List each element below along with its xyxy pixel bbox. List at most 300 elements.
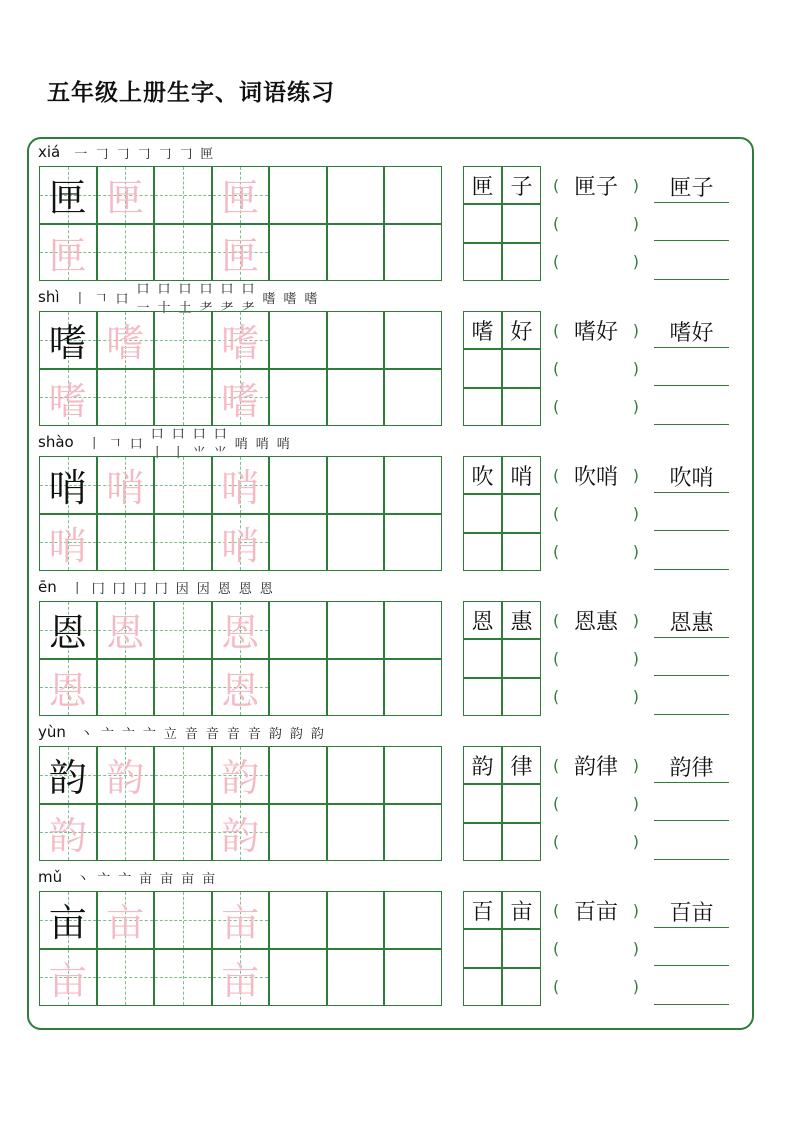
paren-slot[interactable] bbox=[553, 494, 639, 532]
word-grid bbox=[463, 891, 541, 1006]
right-paren: ) bbox=[632, 793, 639, 813]
stroke-step: 口耂 bbox=[199, 282, 213, 316]
writing-cell[interactable] bbox=[97, 224, 155, 282]
writing-cell[interactable] bbox=[269, 949, 327, 1007]
paren-slot[interactable] bbox=[553, 533, 639, 571]
answer-line[interactable] bbox=[654, 782, 729, 783]
pinyin-label: shào bbox=[38, 433, 74, 451]
trace-char: 匣 bbox=[221, 233, 260, 278]
answer-word: 匣子 bbox=[669, 176, 714, 201]
stroke-step: 口十 bbox=[157, 282, 171, 316]
word-cell[interactable]: 亩 bbox=[502, 891, 541, 929]
stroke-step: 口丨 bbox=[171, 427, 185, 461]
stroke-step: 嗜 bbox=[262, 291, 276, 307]
paren-slot[interactable] bbox=[553, 678, 639, 716]
answer-line[interactable] bbox=[654, 927, 729, 928]
word-cell[interactable] bbox=[463, 678, 502, 716]
stroke-step: 𠃍 bbox=[108, 436, 122, 452]
trace-char: 匣 bbox=[48, 233, 87, 278]
trace-char: 嗜 bbox=[221, 321, 260, 366]
word-cell[interactable] bbox=[502, 823, 541, 861]
trace-char: 亩 bbox=[221, 958, 260, 1003]
writing-cell[interactable] bbox=[269, 456, 327, 514]
writing-cell[interactable] bbox=[39, 891, 97, 949]
writing-cell[interactable] bbox=[39, 456, 97, 514]
word-cell[interactable] bbox=[463, 823, 502, 861]
writing-cell[interactable] bbox=[327, 601, 385, 659]
writing-cell[interactable] bbox=[384, 601, 442, 659]
model-char: 哨 bbox=[48, 466, 87, 511]
answer-line[interactable] bbox=[654, 202, 729, 203]
writing-cell[interactable] bbox=[327, 166, 385, 224]
right-paren: ) bbox=[632, 648, 639, 668]
writing-cell[interactable] bbox=[384, 891, 442, 949]
model-char: 嗜 bbox=[48, 321, 87, 366]
word-cell[interactable] bbox=[502, 388, 541, 426]
left-paren: ( bbox=[553, 542, 560, 562]
stroke-step: 口耂 bbox=[241, 282, 255, 316]
word-cell[interactable] bbox=[502, 929, 541, 967]
word-cell[interactable] bbox=[502, 678, 541, 716]
word-cell[interactable] bbox=[463, 968, 502, 1006]
writing-cell[interactable] bbox=[154, 514, 212, 572]
stroke-step: 冂 bbox=[112, 581, 126, 597]
stroke-step: 丶 bbox=[79, 726, 93, 742]
word-grid bbox=[463, 166, 541, 281]
trace-char: 亩 bbox=[221, 901, 260, 946]
left-paren: ( bbox=[553, 648, 560, 668]
writing-cell[interactable] bbox=[212, 369, 270, 427]
left-paren: ( bbox=[553, 938, 560, 958]
paren-slot[interactable] bbox=[553, 784, 639, 822]
paren-slot[interactable] bbox=[553, 166, 639, 204]
stroke-step: 亩 bbox=[181, 871, 195, 887]
answer-word: 韵律 bbox=[669, 756, 714, 781]
writing-cell[interactable] bbox=[154, 746, 212, 804]
writing-cell[interactable] bbox=[97, 601, 155, 659]
page-title: 五年级上册生字、词语练习 bbox=[47, 80, 335, 106]
writing-cell[interactable] bbox=[154, 804, 212, 862]
answer-line[interactable] bbox=[654, 1004, 729, 1005]
right-paren: ) bbox=[632, 900, 639, 920]
paren-slot[interactable] bbox=[553, 929, 639, 967]
stroke-step: 韵 bbox=[310, 726, 324, 742]
answer-line[interactable] bbox=[654, 569, 729, 570]
answer-word: 恩惠 bbox=[669, 611, 714, 636]
answer-line[interactable] bbox=[654, 820, 729, 821]
writing-cell[interactable] bbox=[384, 804, 442, 862]
writing-cell[interactable] bbox=[154, 601, 212, 659]
stroke-step: 口耂 bbox=[220, 282, 234, 316]
right-paren: ) bbox=[632, 938, 639, 958]
writing-cell[interactable] bbox=[269, 166, 327, 224]
writing-cell[interactable] bbox=[384, 311, 442, 369]
paren-column bbox=[553, 601, 639, 716]
writing-cell[interactable] bbox=[39, 369, 97, 427]
trace-char: 韵 bbox=[48, 813, 87, 858]
word-grid bbox=[463, 311, 541, 426]
trace-char: 匣 bbox=[221, 176, 260, 221]
writing-cell[interactable] bbox=[212, 891, 270, 949]
answer-line[interactable] bbox=[654, 347, 729, 348]
writing-grid bbox=[39, 166, 442, 281]
paren-word: 吹哨 bbox=[573, 464, 618, 490]
writing-cell[interactable] bbox=[384, 659, 442, 717]
answer-line[interactable] bbox=[654, 240, 729, 241]
writing-cell[interactable] bbox=[212, 949, 270, 1007]
stroke-step: 冂 bbox=[91, 581, 105, 597]
stroke-step: 𠃌 bbox=[116, 146, 130, 162]
stroke-step: 冂 bbox=[133, 581, 147, 597]
writing-cell[interactable] bbox=[327, 891, 385, 949]
writing-cell[interactable] bbox=[39, 514, 97, 572]
paren-slot[interactable] bbox=[553, 746, 639, 784]
trace-char: 嗜 bbox=[221, 378, 260, 423]
word-grid bbox=[463, 601, 541, 716]
word-cell[interactable]: 嗜 bbox=[463, 311, 502, 349]
paren-word: 匣子 bbox=[573, 174, 618, 200]
stroke-step: 恩 bbox=[217, 581, 231, 597]
writing-cell[interactable] bbox=[212, 746, 270, 804]
stroke-step: 因 bbox=[196, 581, 210, 597]
right-paren: ) bbox=[632, 503, 639, 523]
word-cell[interactable] bbox=[502, 204, 541, 242]
writing-cell[interactable] bbox=[39, 659, 97, 717]
stroke-step: 哨 bbox=[255, 436, 269, 452]
word-cell[interactable] bbox=[502, 349, 541, 387]
trace-char: 哨 bbox=[221, 466, 260, 511]
writing-cell[interactable] bbox=[384, 456, 442, 514]
stroke-step: 口土 bbox=[178, 282, 192, 316]
writing-cell[interactable] bbox=[154, 166, 212, 224]
answer-line[interactable] bbox=[654, 530, 729, 531]
stroke-step: 亩 bbox=[160, 871, 174, 887]
paren-word: 恩惠 bbox=[573, 609, 618, 635]
writing-cell[interactable] bbox=[154, 369, 212, 427]
paren-slot[interactable] bbox=[553, 968, 639, 1006]
word-cell[interactable] bbox=[502, 639, 541, 677]
writing-cell[interactable] bbox=[212, 311, 270, 369]
model-char: 恩 bbox=[48, 611, 87, 656]
writing-cell[interactable] bbox=[39, 224, 97, 282]
paren-word: 百亩 bbox=[573, 899, 618, 925]
trace-char: 嗜 bbox=[48, 378, 87, 423]
right-paren: ) bbox=[632, 213, 639, 233]
word-cell[interactable] bbox=[463, 243, 502, 281]
stroke-step: 口一 bbox=[136, 282, 150, 316]
stroke-order-line bbox=[38, 141, 217, 163]
writing-cell[interactable] bbox=[97, 311, 155, 369]
right-paren: ) bbox=[632, 252, 639, 272]
left-paren: ( bbox=[553, 687, 560, 707]
trace-char: 恩 bbox=[106, 611, 145, 656]
pinyin-label: yùn bbox=[38, 723, 66, 741]
paren-slot[interactable] bbox=[553, 456, 639, 494]
left-paren: ( bbox=[553, 610, 560, 630]
writing-cell[interactable] bbox=[154, 456, 212, 514]
word-cell[interactable] bbox=[463, 204, 502, 242]
answer-column bbox=[654, 601, 729, 716]
char-row bbox=[0, 866, 793, 1011]
word-grid bbox=[463, 456, 541, 571]
word-cell[interactable] bbox=[463, 639, 502, 677]
stroke-order-line bbox=[38, 427, 294, 461]
writing-cell[interactable] bbox=[97, 166, 155, 224]
left-paren: ( bbox=[553, 793, 560, 813]
stroke-step: 恩 bbox=[238, 581, 252, 597]
answer-line[interactable] bbox=[654, 385, 729, 386]
answer-column bbox=[654, 456, 729, 571]
word-cell[interactable]: 匣 bbox=[463, 166, 502, 204]
writing-cell[interactable] bbox=[384, 166, 442, 224]
word-cell[interactable] bbox=[502, 533, 541, 571]
stroke-step: 𠃍 bbox=[94, 291, 108, 307]
word-cell[interactable]: 好 bbox=[502, 311, 541, 349]
writing-cell[interactable] bbox=[97, 514, 155, 572]
left-paren: ( bbox=[553, 320, 560, 340]
answer-line[interactable] bbox=[654, 492, 729, 493]
writing-cell[interactable] bbox=[327, 659, 385, 717]
stroke-step: 韵 bbox=[289, 726, 303, 742]
paren-slot[interactable] bbox=[553, 388, 639, 426]
writing-cell[interactable] bbox=[269, 311, 327, 369]
right-paren: ) bbox=[632, 610, 639, 630]
writing-cell[interactable] bbox=[212, 659, 270, 717]
stroke-step: 嗜 bbox=[283, 291, 297, 307]
stroke-step: 口 bbox=[115, 291, 129, 307]
writing-cell[interactable] bbox=[327, 369, 385, 427]
writing-cell[interactable] bbox=[327, 456, 385, 514]
right-paren: ) bbox=[632, 465, 639, 485]
stroke-step: 丨 bbox=[70, 581, 84, 597]
stroke-step: 音 bbox=[184, 726, 198, 742]
writing-cell[interactable] bbox=[154, 949, 212, 1007]
stroke-step: 亠 bbox=[118, 871, 132, 887]
left-paren: ( bbox=[553, 213, 560, 233]
word-cell[interactable] bbox=[502, 968, 541, 1006]
word-cell[interactable] bbox=[463, 533, 502, 571]
stroke-step: 音 bbox=[247, 726, 261, 742]
paren-word: 韵律 bbox=[573, 754, 618, 780]
stroke-order-line bbox=[38, 866, 219, 888]
paren-column bbox=[553, 456, 639, 571]
answer-line[interactable] bbox=[654, 279, 729, 280]
writing-cell[interactable] bbox=[269, 514, 327, 572]
writing-cell[interactable] bbox=[97, 659, 155, 717]
writing-cell[interactable] bbox=[39, 311, 97, 369]
left-paren: ( bbox=[553, 397, 560, 417]
writing-cell[interactable] bbox=[384, 514, 442, 572]
stroke-step: 丨 bbox=[87, 436, 101, 452]
stroke-step: 亠 bbox=[121, 726, 135, 742]
left-paren: ( bbox=[553, 977, 560, 997]
stroke-step: 音 bbox=[205, 726, 219, 742]
left-paren: ( bbox=[553, 832, 560, 852]
trace-char: 亩 bbox=[106, 901, 145, 946]
paren-slot[interactable] bbox=[553, 639, 639, 677]
writing-cell[interactable] bbox=[97, 456, 155, 514]
writing-cell[interactable] bbox=[154, 224, 212, 282]
stroke-order-line bbox=[38, 721, 328, 743]
word-cell[interactable] bbox=[463, 784, 502, 822]
writing-cell[interactable] bbox=[327, 949, 385, 1007]
trace-char: 恩 bbox=[48, 668, 87, 713]
stroke-step: 冂 bbox=[154, 581, 168, 597]
writing-cell[interactable] bbox=[384, 369, 442, 427]
answer-line[interactable] bbox=[654, 424, 729, 425]
stroke-step: 丨 bbox=[73, 291, 87, 307]
answer-line[interactable] bbox=[654, 714, 729, 715]
word-cell[interactable]: 吹 bbox=[463, 456, 502, 494]
writing-cell[interactable] bbox=[39, 601, 97, 659]
stroke-step: 口丨 bbox=[150, 427, 164, 461]
word-cell[interactable] bbox=[502, 243, 541, 281]
stroke-step: 匣 bbox=[200, 146, 214, 162]
writing-cell[interactable] bbox=[212, 224, 270, 282]
stroke-step: 口 bbox=[129, 436, 143, 452]
writing-cell[interactable] bbox=[384, 224, 442, 282]
trace-char: 恩 bbox=[221, 611, 260, 656]
paren-slot[interactable] bbox=[553, 891, 639, 929]
writing-cell[interactable] bbox=[269, 369, 327, 427]
left-paren: ( bbox=[553, 252, 560, 272]
writing-cell[interactable] bbox=[327, 514, 385, 572]
writing-cell[interactable] bbox=[269, 224, 327, 282]
writing-cell[interactable] bbox=[327, 311, 385, 369]
writing-cell[interactable] bbox=[97, 746, 155, 804]
writing-cell[interactable] bbox=[97, 804, 155, 862]
writing-cell[interactable] bbox=[327, 224, 385, 282]
stroke-step: 一 bbox=[74, 146, 88, 162]
answer-line[interactable] bbox=[654, 965, 729, 966]
paren-column bbox=[553, 166, 639, 281]
writing-cell[interactable] bbox=[327, 746, 385, 804]
stroke-step: 口⺌ bbox=[192, 427, 206, 461]
stroke-order-line bbox=[38, 282, 322, 316]
answer-column bbox=[654, 891, 729, 1006]
paren-slot[interactable] bbox=[553, 204, 639, 242]
left-paren: ( bbox=[553, 755, 560, 775]
word-cell[interactable] bbox=[502, 784, 541, 822]
writing-cell[interactable] bbox=[154, 891, 212, 949]
paren-slot[interactable] bbox=[553, 349, 639, 387]
stroke-step: 立 bbox=[163, 726, 177, 742]
paren-slot[interactable] bbox=[553, 243, 639, 281]
writing-cell[interactable] bbox=[384, 746, 442, 804]
word-cell[interactable]: 韵 bbox=[463, 746, 502, 784]
paren-column bbox=[553, 311, 639, 426]
writing-cell[interactable] bbox=[39, 166, 97, 224]
trace-char: 韵 bbox=[221, 813, 260, 858]
trace-char: 匣 bbox=[106, 176, 145, 221]
answer-line[interactable] bbox=[654, 637, 729, 638]
stroke-step: 𠃌 bbox=[179, 146, 193, 162]
stroke-step: 因 bbox=[175, 581, 189, 597]
answer-line[interactable] bbox=[654, 675, 729, 676]
answer-word: 嗜好 bbox=[669, 321, 714, 346]
left-paren: ( bbox=[553, 900, 560, 920]
writing-cell[interactable] bbox=[212, 804, 270, 862]
writing-grid bbox=[39, 891, 442, 1006]
writing-cell[interactable] bbox=[154, 659, 212, 717]
char-row bbox=[0, 427, 793, 576]
right-paren: ) bbox=[632, 358, 639, 378]
writing-cell[interactable] bbox=[212, 514, 270, 572]
stroke-step: 亩 bbox=[202, 871, 216, 887]
writing-cell[interactable] bbox=[269, 746, 327, 804]
writing-cell[interactable] bbox=[39, 746, 97, 804]
word-cell[interactable]: 惠 bbox=[502, 601, 541, 639]
writing-cell[interactable] bbox=[97, 369, 155, 427]
writing-cell[interactable] bbox=[384, 949, 442, 1007]
paren-slot[interactable] bbox=[553, 311, 639, 349]
word-cell[interactable] bbox=[463, 349, 502, 387]
writing-cell[interactable] bbox=[39, 949, 97, 1007]
pinyin-label: xiá bbox=[38, 143, 61, 161]
stroke-step: 丶 bbox=[76, 871, 90, 887]
writing-cell[interactable] bbox=[97, 949, 155, 1007]
paren-slot[interactable] bbox=[553, 823, 639, 861]
paren-column bbox=[553, 891, 639, 1006]
char-row bbox=[0, 141, 793, 286]
pinyin-label: ēn bbox=[38, 578, 57, 596]
writing-cell[interactable] bbox=[97, 891, 155, 949]
writing-cell[interactable] bbox=[269, 891, 327, 949]
writing-cell[interactable] bbox=[212, 601, 270, 659]
word-cell[interactable]: 百 bbox=[463, 891, 502, 929]
char-row bbox=[0, 721, 793, 866]
writing-cell[interactable] bbox=[269, 804, 327, 862]
writing-grid bbox=[39, 311, 442, 426]
left-paren: ( bbox=[553, 175, 560, 195]
trace-char: 亩 bbox=[48, 958, 87, 1003]
right-paren: ) bbox=[632, 397, 639, 417]
trace-char: 恩 bbox=[221, 668, 260, 713]
writing-cell[interactable] bbox=[212, 166, 270, 224]
word-cell[interactable] bbox=[463, 388, 502, 426]
stroke-step: 𠃌 bbox=[95, 146, 109, 162]
writing-cell[interactable] bbox=[327, 804, 385, 862]
writing-cell[interactable] bbox=[269, 659, 327, 717]
model-char: 匣 bbox=[48, 176, 87, 221]
word-cell[interactable]: 子 bbox=[502, 166, 541, 204]
stroke-step: 亠 bbox=[142, 726, 156, 742]
char-row bbox=[0, 576, 793, 721]
stroke-step: 口⺌ bbox=[213, 427, 227, 461]
word-cell[interactable] bbox=[502, 494, 541, 532]
word-cell[interactable] bbox=[463, 929, 502, 967]
char-row bbox=[0, 282, 793, 431]
writing-cell[interactable] bbox=[269, 601, 327, 659]
writing-grid bbox=[39, 601, 442, 716]
paren-slot[interactable] bbox=[553, 601, 639, 639]
stroke-step: 哨 bbox=[234, 436, 248, 452]
answer-line[interactable] bbox=[654, 859, 729, 860]
paren-column bbox=[553, 746, 639, 861]
word-cell[interactable]: 哨 bbox=[502, 456, 541, 494]
paren-word: 嗜好 bbox=[573, 319, 618, 345]
answer-column bbox=[654, 166, 729, 281]
word-cell[interactable]: 律 bbox=[502, 746, 541, 784]
answer-column bbox=[654, 746, 729, 861]
writing-grid bbox=[39, 456, 442, 571]
pinyin-label: shì bbox=[38, 288, 60, 306]
word-cell[interactable] bbox=[463, 494, 502, 532]
writing-cell[interactable] bbox=[39, 804, 97, 862]
word-cell[interactable]: 恩 bbox=[463, 601, 502, 639]
writing-cell[interactable] bbox=[212, 456, 270, 514]
writing-cell[interactable] bbox=[154, 311, 212, 369]
